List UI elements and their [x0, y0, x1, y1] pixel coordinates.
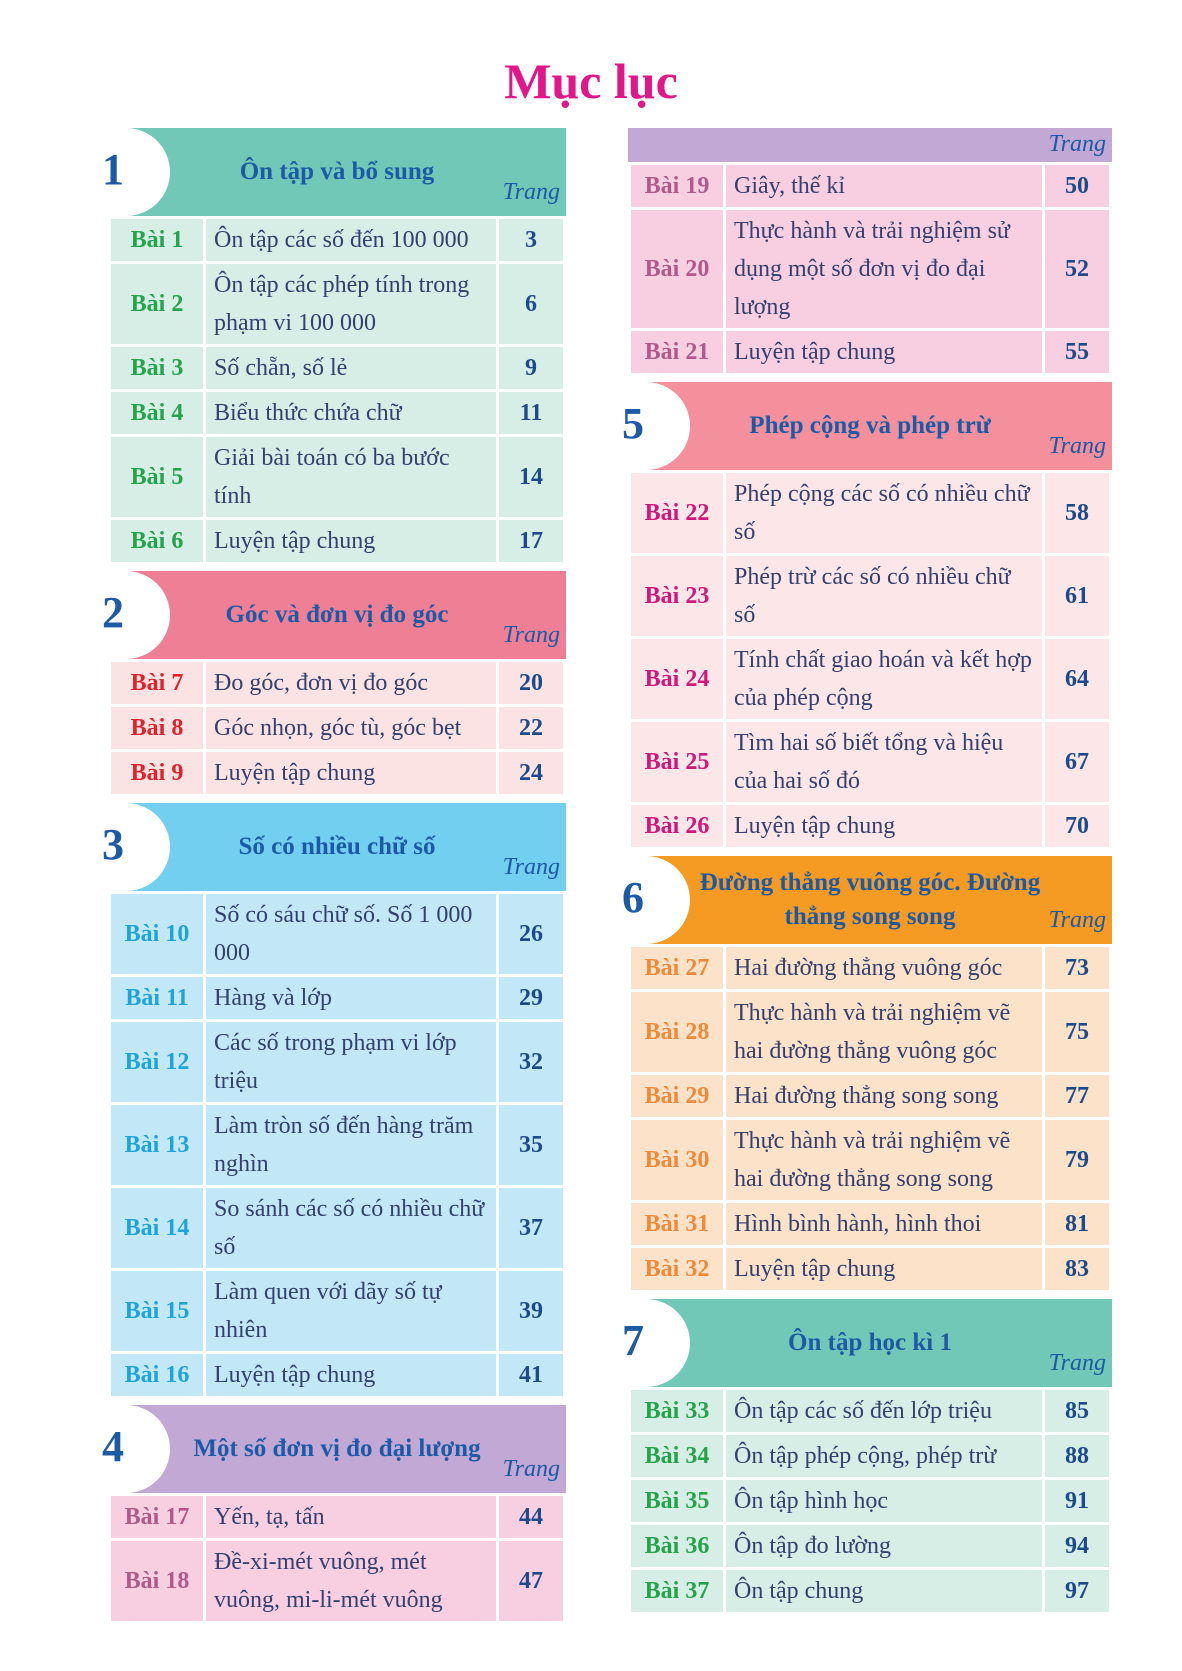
- section-number: 2: [102, 588, 124, 637]
- lesson-number: Bài 1: [111, 219, 203, 261]
- lesson-page: 24: [499, 752, 563, 794]
- lesson-number: Bài 5: [111, 437, 203, 517]
- section-banner: [102, 803, 566, 891]
- lesson-title: Ôn tập các phép tính trong phạm vi 100 000: [206, 264, 496, 344]
- toc-section: [102, 128, 566, 565]
- lesson-title: Phép trừ các số có nhiều chữ số: [726, 556, 1042, 636]
- lesson-row[interactable]: [631, 473, 1109, 553]
- lesson-page: 67: [1045, 722, 1109, 802]
- lesson-title: Biểu thức chứa chữ: [206, 392, 496, 434]
- lesson-title: Luyện tập chung: [206, 752, 496, 794]
- lesson-table: [628, 944, 1112, 1293]
- lesson-page: 41: [499, 1354, 563, 1396]
- lesson-number: Bài 37: [631, 1570, 723, 1612]
- lesson-title: Thực hành và trải nghiệm vẽ hai đường thẳng vuông góc: [726, 992, 1042, 1072]
- section-title: Góc và đơn vị đo góc: [225, 601, 449, 628]
- lesson-page: 52: [1045, 210, 1109, 328]
- lesson-title: Luyện tập chung: [726, 805, 1042, 847]
- section-title: Một số đơn vị đo đại lượng: [193, 1435, 481, 1462]
- lesson-page: 75: [1045, 992, 1109, 1072]
- lesson-page: 94: [1045, 1525, 1109, 1567]
- lesson-page: 44: [499, 1496, 563, 1538]
- lesson-row[interactable]: [631, 1203, 1109, 1245]
- lesson-row[interactable]: [631, 1120, 1109, 1200]
- lesson-table: [108, 891, 566, 1399]
- lesson-row[interactable]: [111, 1496, 563, 1538]
- lesson-row[interactable]: [631, 722, 1109, 802]
- lesson-number: Bài 9: [111, 752, 203, 794]
- section-title: Số có nhiều chữ số: [238, 833, 436, 860]
- section-banner: [622, 856, 1112, 944]
- lesson-number: Bài 27: [631, 947, 723, 989]
- lesson-page: 88: [1045, 1435, 1109, 1477]
- lesson-page: 9: [499, 347, 563, 389]
- lesson-page: 3: [499, 219, 563, 261]
- lesson-row[interactable]: [111, 752, 563, 794]
- lesson-row[interactable]: [631, 210, 1109, 328]
- lesson-number: Bài 22: [631, 473, 723, 553]
- page-column-label: Trang: [502, 622, 560, 648]
- page-column-label: Trang: [1048, 1350, 1106, 1376]
- lesson-title: Hai đường thẳng vuông góc: [726, 947, 1042, 989]
- lesson-number: Bài 10: [111, 894, 203, 974]
- lesson-number: Bài 35: [631, 1480, 723, 1522]
- section-banner: [102, 571, 566, 659]
- lesson-row[interactable]: [631, 1525, 1109, 1567]
- lesson-row[interactable]: [111, 977, 563, 1019]
- page-title: Mục lục: [504, 53, 678, 109]
- toc-section: [622, 382, 1112, 850]
- lesson-number: Bài 21: [631, 331, 723, 373]
- lesson-title: Hai đường thẳng song song: [726, 1075, 1042, 1117]
- lesson-page: 70: [1045, 805, 1109, 847]
- lesson-row[interactable]: [111, 1354, 563, 1396]
- lesson-row[interactable]: [111, 392, 563, 434]
- lesson-title: Làm quen với dãy số tự nhiên: [206, 1271, 496, 1351]
- page-column-label: Trang: [1048, 131, 1106, 157]
- page-column-label: Trang: [1048, 907, 1106, 933]
- lesson-page: 79: [1045, 1120, 1109, 1200]
- lesson-title: Ôn tập đo lường: [726, 1525, 1042, 1567]
- section-banner: [622, 382, 1112, 470]
- lesson-number: Bài 19: [631, 165, 723, 207]
- lesson-row[interactable]: [111, 1541, 563, 1621]
- lesson-title: Giây, thế kỉ: [726, 165, 1042, 207]
- section-banner: [102, 1405, 566, 1493]
- lesson-page: 77: [1045, 1075, 1109, 1117]
- lesson-table: [628, 1387, 1112, 1615]
- lesson-number: Bài 4: [111, 392, 203, 434]
- lesson-row[interactable]: [111, 894, 563, 974]
- lesson-title: Số chẵn, số lẻ: [206, 347, 496, 389]
- lesson-page: 22: [499, 707, 563, 749]
- lesson-row[interactable]: [111, 219, 563, 261]
- lesson-row[interactable]: [631, 1390, 1109, 1432]
- lesson-title: Làm tròn số đến hàng trăm nghìn: [206, 1105, 496, 1185]
- lesson-title: Góc nhọn, góc tù, góc bẹt: [206, 707, 496, 749]
- section-number: 5: [622, 399, 644, 448]
- lesson-page: 14: [499, 437, 563, 517]
- page-column-label: Trang: [502, 179, 560, 205]
- lesson-number: Bài 8: [111, 707, 203, 749]
- lesson-page: 39: [499, 1271, 563, 1351]
- lesson-row[interactable]: [631, 1480, 1109, 1522]
- lesson-number: Bài 15: [111, 1271, 203, 1351]
- lesson-row[interactable]: [631, 556, 1109, 636]
- lesson-row[interactable]: [631, 165, 1109, 207]
- lesson-row[interactable]: [631, 805, 1109, 847]
- section-banner: [102, 128, 566, 216]
- lesson-row[interactable]: [111, 707, 563, 749]
- lesson-row[interactable]: [111, 1271, 563, 1351]
- lesson-table: [108, 1493, 566, 1624]
- lesson-number: Bài 3: [111, 347, 203, 389]
- lesson-table: [628, 470, 1112, 850]
- toc-column-left: [102, 128, 566, 1630]
- section-title: Phép cộng và phép trừ: [749, 412, 991, 439]
- section-number: 4: [102, 1422, 124, 1471]
- lesson-page: 26: [499, 894, 563, 974]
- lesson-page: 29: [499, 977, 563, 1019]
- lesson-number: Bài 11: [111, 977, 203, 1019]
- toc-section: [102, 1405, 566, 1624]
- lesson-number: Bài 13: [111, 1105, 203, 1185]
- toc-section: [622, 856, 1112, 1293]
- lesson-number: Bài 23: [631, 556, 723, 636]
- section-number: 6: [622, 873, 644, 922]
- lesson-row[interactable]: [111, 264, 563, 344]
- lesson-title: Luyện tập chung: [726, 331, 1042, 373]
- section-number: 7: [622, 1316, 644, 1365]
- lesson-title: Giải bài toán có ba bước tính: [206, 437, 496, 517]
- lesson-row[interactable]: [111, 1022, 563, 1102]
- lesson-title: Hình bình hành, hình thoi: [726, 1203, 1042, 1245]
- lesson-row[interactable]: [111, 1188, 563, 1268]
- lesson-number: Bài 20: [631, 210, 723, 328]
- lesson-number: Bài 25: [631, 722, 723, 802]
- lesson-row[interactable]: [631, 947, 1109, 989]
- lesson-title: Thực hành và trải nghiệm sử dụng một số đơn vị đo đại lượng: [726, 210, 1042, 328]
- lesson-title: Yến, tạ, tấn: [206, 1496, 496, 1538]
- lesson-row[interactable]: [111, 347, 563, 389]
- lesson-number: Bài 34: [631, 1435, 723, 1477]
- lesson-page: 11: [499, 392, 563, 434]
- lesson-number: Bài 36: [631, 1525, 723, 1567]
- lesson-row[interactable]: [631, 1435, 1109, 1477]
- lesson-row[interactable]: [631, 1248, 1109, 1290]
- lesson-page: 50: [1045, 165, 1109, 207]
- lesson-number: Bài 32: [631, 1248, 723, 1290]
- lesson-number: Bài 18: [111, 1541, 203, 1621]
- lesson-page: 37: [499, 1188, 563, 1268]
- lesson-number: Bài 12: [111, 1022, 203, 1102]
- section-number: 3: [102, 820, 124, 869]
- lesson-number: Bài 29: [631, 1075, 723, 1117]
- section-title: Ôn tập và bổ sung: [239, 158, 435, 185]
- lesson-page: 64: [1045, 639, 1109, 719]
- lesson-title: Đo góc, đơn vị đo góc: [206, 662, 496, 704]
- lesson-number: Bài 7: [111, 662, 203, 704]
- lesson-title: Phép cộng các số có nhiều chữ số: [726, 473, 1042, 553]
- lesson-number: Bài 17: [111, 1496, 203, 1538]
- lesson-title: Ôn tập hình học: [726, 1480, 1042, 1522]
- page-column-label: Trang: [1048, 433, 1106, 459]
- lesson-title: Ôn tập các số đến 100 000: [206, 219, 496, 261]
- lesson-page: 73: [1045, 947, 1109, 989]
- lesson-page: 32: [499, 1022, 563, 1102]
- lesson-title: Luyện tập chung: [726, 1248, 1042, 1290]
- lesson-title: Ôn tập chung: [726, 1570, 1042, 1612]
- section-number: 1: [102, 145, 124, 194]
- toc-section: [102, 571, 566, 797]
- lesson-title: Hàng và lớp: [206, 977, 496, 1019]
- lesson-page: 55: [1045, 331, 1109, 373]
- lesson-page: 17: [499, 520, 563, 562]
- section-banner: [622, 1299, 1112, 1387]
- lesson-number: Bài 28: [631, 992, 723, 1072]
- lesson-number: Bài 16: [111, 1354, 203, 1396]
- toc-section: [102, 803, 566, 1399]
- lesson-table: [108, 659, 566, 797]
- lesson-row[interactable]: [631, 639, 1109, 719]
- lesson-title: Thực hành và trải nghiệm vẽ hai đường thẳng song song: [726, 1120, 1042, 1200]
- lesson-page: 6: [499, 264, 563, 344]
- lesson-row[interactable]: [631, 1075, 1109, 1117]
- lesson-row[interactable]: [111, 662, 563, 704]
- lesson-number: Bài 2: [111, 264, 203, 344]
- lesson-title: Tìm hai số biết tổng và hiệu của hai số đó: [726, 722, 1042, 802]
- lesson-page: 47: [499, 1541, 563, 1621]
- lesson-table: [628, 162, 1112, 376]
- lesson-page: 35: [499, 1105, 563, 1185]
- lesson-title: Đề-xi-mét vuông, mét vuông, mi-li-mét vuông: [206, 1541, 496, 1621]
- lesson-row[interactable]: [111, 1105, 563, 1185]
- lesson-title: Các số trong phạm vi lớp triệu: [206, 1022, 496, 1102]
- lesson-row[interactable]: [111, 520, 563, 562]
- lesson-page: 58: [1045, 473, 1109, 553]
- lesson-row[interactable]: [111, 437, 563, 517]
- toc-section: [628, 128, 1112, 376]
- lesson-title: Ôn tập phép cộng, phép trừ: [726, 1435, 1042, 1477]
- lesson-row[interactable]: [631, 992, 1109, 1072]
- lesson-number: Bài 33: [631, 1390, 723, 1432]
- section-title: Đường thẳng vuông góc. Đường thẳng song song: [699, 869, 1041, 930]
- page-column-label: Trang: [502, 854, 560, 880]
- lesson-title: Tính chất giao hoán và kết hợp của phép cộng: [726, 639, 1042, 719]
- lesson-page: 97: [1045, 1570, 1109, 1612]
- lesson-page: 61: [1045, 556, 1109, 636]
- lesson-title: So sánh các số có nhiều chữ số: [206, 1188, 496, 1268]
- lesson-number: Bài 6: [111, 520, 203, 562]
- lesson-title: Luyện tập chung: [206, 1354, 496, 1396]
- lesson-row[interactable]: [631, 1570, 1109, 1612]
- lesson-number: Bài 26: [631, 805, 723, 847]
- section-title: Ôn tập học kì 1: [788, 1329, 952, 1356]
- lesson-number: Bài 14: [111, 1188, 203, 1268]
- lesson-number: Bài 31: [631, 1203, 723, 1245]
- lesson-row[interactable]: [631, 331, 1109, 373]
- lesson-page: 85: [1045, 1390, 1109, 1432]
- lesson-title: Số có sáu chữ số. Số 1 000 000: [206, 894, 496, 974]
- lesson-title: Ôn tập các số đến lớp triệu: [726, 1390, 1042, 1432]
- page-column-label: Trang: [502, 1456, 560, 1482]
- lesson-title: Luyện tập chung: [206, 520, 496, 562]
- lesson-page: 91: [1045, 1480, 1109, 1522]
- lesson-page: 81: [1045, 1203, 1109, 1245]
- section-banner: [628, 128, 1112, 162]
- lesson-page: 83: [1045, 1248, 1109, 1290]
- toc-section: [622, 1299, 1112, 1615]
- lesson-page: 20: [499, 662, 563, 704]
- lesson-table: [108, 216, 566, 565]
- lesson-number: Bài 30: [631, 1120, 723, 1200]
- toc-column-right: [622, 128, 1112, 1621]
- lesson-number: Bài 24: [631, 639, 723, 719]
